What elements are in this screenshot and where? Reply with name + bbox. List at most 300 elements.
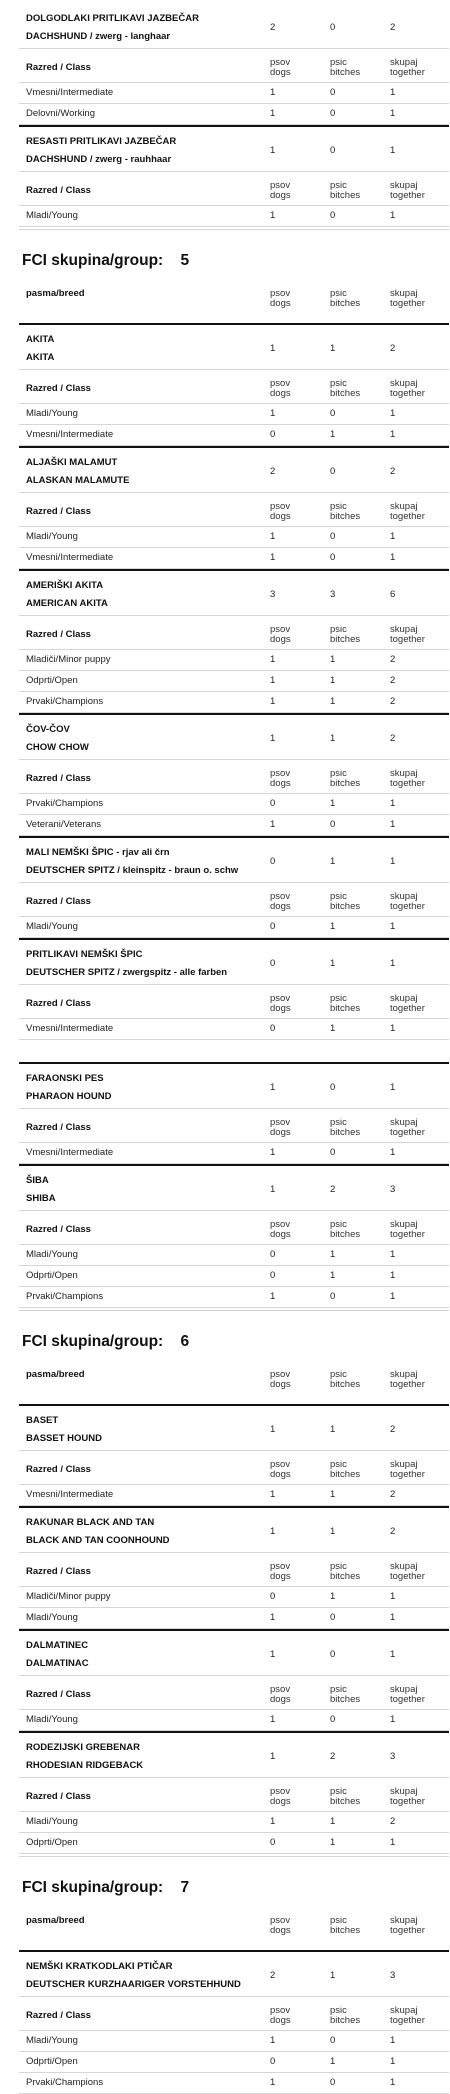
column-header-together: skupaj together xyxy=(390,1561,425,1582)
column-header-bitches: psic bitches xyxy=(330,1369,361,1390)
row-separator xyxy=(19,1210,449,1211)
class-row-bitches-count: 1 xyxy=(330,2056,336,2067)
row-separator xyxy=(19,1484,449,1485)
class-row-dogs-count: 1 xyxy=(270,1147,276,1158)
breed-total-dogs-count: 2 xyxy=(270,466,276,477)
class-row-bitches-count: 1 xyxy=(330,654,336,665)
section-divider xyxy=(19,323,449,325)
breed-total-together-count: 2 xyxy=(390,343,396,354)
breed-total-dogs-count: 2 xyxy=(270,22,276,33)
class-row-dogs-count: 1 xyxy=(270,2035,276,2046)
section-divider xyxy=(19,125,449,127)
class-row-bitches-count: 0 xyxy=(330,819,336,830)
breed-name-english: ALASKAN MALAMUTE xyxy=(26,475,130,486)
breed-total-together-count: 6 xyxy=(390,589,396,600)
breed-total-bitches-count: 1 xyxy=(330,733,336,744)
class-row-together-count: 1 xyxy=(390,2035,396,2046)
class-row-label: Mladi/Young xyxy=(26,1816,78,1827)
class-row-label: Mladiči/Minor puppy xyxy=(26,1591,111,1602)
class-row-label: Odprti/Open xyxy=(26,2056,78,2067)
class-row-label: Prvaki/Champions xyxy=(26,798,104,809)
breed-total-together-count: 3 xyxy=(390,1184,396,1195)
class-row-together-count: 1 xyxy=(390,1023,396,1034)
class-row-dogs-count: 0 xyxy=(270,429,276,440)
breed-column-header: pasma/breed xyxy=(26,1369,85,1380)
class-row-dogs-count: 1 xyxy=(270,1714,276,1725)
column-header-bitches: psic bitches xyxy=(330,768,361,789)
breed-name-english: AKITA xyxy=(26,352,55,363)
section-divider xyxy=(19,938,449,940)
breed-name-english: DEUTSCHER SPITZ / kleinspitz - braun o. schw xyxy=(26,865,239,876)
class-row-label: Odprti/Open xyxy=(26,1270,78,1281)
class-row-bitches-count: 1 xyxy=(330,921,336,932)
class-row-together-count: 2 xyxy=(390,1816,396,1827)
row-separator xyxy=(19,670,449,671)
class-row-dogs-count: 1 xyxy=(270,210,276,221)
class-row-bitches-count: 1 xyxy=(330,675,336,686)
class-row-dogs-count: 1 xyxy=(270,108,276,119)
breed-total-bitches-count: 1 xyxy=(330,1424,336,1435)
breed-total-dogs-count: 1 xyxy=(270,1526,276,1537)
column-header-dogs: psov dogs xyxy=(270,2005,291,2026)
class-row-dogs-count: 1 xyxy=(270,2077,276,2088)
breed-name-local: ČOV-ČOV xyxy=(26,724,70,735)
row-separator xyxy=(19,916,449,917)
class-row-dogs-count: 1 xyxy=(270,408,276,419)
class-row-together-count: 2 xyxy=(390,675,396,686)
breed-name-english: DACHSHUND / zwerg - rauhhaar xyxy=(26,154,172,165)
class-row-dogs-count: 1 xyxy=(270,696,276,707)
class-row-together-count: 1 xyxy=(390,552,396,563)
row-separator xyxy=(19,1142,449,1143)
class-row-bitches-count: 0 xyxy=(330,87,336,98)
row-separator xyxy=(19,691,449,692)
group-heading: FCI skupina/group: 7 xyxy=(22,1879,190,1896)
row-separator xyxy=(19,615,449,616)
section-divider xyxy=(19,446,449,448)
breed-name-english: AMERICAN AKITA xyxy=(26,598,108,609)
class-header-label: Razred / Class xyxy=(26,383,91,394)
column-header-bitches: psic bitches xyxy=(330,180,361,201)
breed-total-bitches-count: 0 xyxy=(330,1649,336,1660)
class-row-label: Mladi/Young xyxy=(26,2035,78,2046)
breed-total-bitches-count: 2 xyxy=(330,1184,336,1195)
breed-name-english: DACHSHUND / zwerg - langhaar xyxy=(26,31,171,42)
class-row-label: Veterani/Veterans xyxy=(26,819,101,830)
class-row-dogs-count: 1 xyxy=(270,1612,276,1623)
breed-name-local: BASET xyxy=(26,1415,59,1426)
class-row-together-count: 1 xyxy=(390,2056,396,2067)
breed-total-dogs-count: 1 xyxy=(270,343,276,354)
column-header-together: skupaj together xyxy=(390,1684,425,1705)
column-header-dogs: psov dogs xyxy=(270,501,291,522)
column-header-dogs: psov dogs xyxy=(270,1786,291,1807)
breed-total-dogs-count: 2 xyxy=(270,1970,276,1981)
breed-name-local: ALJAŠKI MALAMUT xyxy=(26,457,118,468)
class-row-bitches-count: 1 xyxy=(330,429,336,440)
row-separator xyxy=(19,882,449,883)
class-row-dogs-count: 0 xyxy=(270,1270,276,1281)
class-row-bitches-count: 0 xyxy=(330,1612,336,1623)
class-row-dogs-count: 0 xyxy=(270,1837,276,1848)
class-row-bitches-count: 1 xyxy=(330,1489,336,1500)
class-row-label: Mladi/Young xyxy=(26,1714,78,1725)
row-separator xyxy=(19,649,449,650)
column-header-bitches: psic bitches xyxy=(330,1561,361,1582)
class-row-dogs-count: 0 xyxy=(270,2056,276,2067)
class-row-bitches-count: 1 xyxy=(330,1816,336,1827)
row-separator xyxy=(19,205,449,206)
breed-name-local: MALI NEMŠKI ŠPIC - rjav ali črn xyxy=(26,847,170,858)
breed-name-english: SHIBA xyxy=(26,1193,56,1204)
breed-total-bitches-count: 1 xyxy=(330,1970,336,1981)
breed-total-together-count: 3 xyxy=(390,1751,396,1762)
column-header-dogs: psov dogs xyxy=(270,57,291,78)
class-row-bitches-count: 1 xyxy=(330,1249,336,1260)
class-row-label: Vmesni/Intermediate xyxy=(26,552,114,563)
row-separator xyxy=(19,1307,449,1308)
class-row-dogs-count: 1 xyxy=(270,819,276,830)
breed-name-english: DEUTSCHER KURZHAARIGER VORSTEHHUND xyxy=(26,1979,241,1990)
class-row-together-count: 1 xyxy=(390,921,396,932)
column-header-bitches: psic bitches xyxy=(330,1915,361,1936)
column-header-bitches: psic bitches xyxy=(330,378,361,399)
breed-name-local: NEMŠKI KRATKODLAKI PTIČAR xyxy=(26,1961,173,1972)
row-separator xyxy=(19,48,449,49)
breed-name-local: DOLGODLAKI PRITLIKAVI JAZBEČAR xyxy=(26,13,199,24)
section-divider xyxy=(19,1062,449,1064)
class-row-label: Odprti/Open xyxy=(26,1837,78,1848)
breed-total-together-count: 2 xyxy=(390,22,396,33)
class-row-label: Mladi/Young xyxy=(26,531,78,542)
class-row-dogs-count: 1 xyxy=(270,675,276,686)
column-header-bitches: psic bitches xyxy=(330,501,361,522)
breed-name-english: DEUTSCHER SPITZ / zwergspitz - alle farben xyxy=(26,967,228,978)
class-row-together-count: 1 xyxy=(390,408,396,419)
column-header-together: skupaj together xyxy=(390,768,425,789)
class-row-label: Mladi/Young xyxy=(26,1249,78,1260)
section-divider xyxy=(19,1950,449,1952)
class-row-dogs-count: 0 xyxy=(270,798,276,809)
class-header-label: Razred / Class xyxy=(26,629,91,640)
class-row-label: Vmesni/Intermediate xyxy=(26,1147,114,1158)
class-row-together-count: 1 xyxy=(390,531,396,542)
class-row-together-count: 1 xyxy=(390,1291,396,1302)
class-row-bitches-count: 1 xyxy=(330,1270,336,1281)
class-row-label: Odprti/Open xyxy=(26,675,78,686)
breed-total-together-count: 2 xyxy=(390,466,396,477)
class-row-bitches-count: 0 xyxy=(330,108,336,119)
row-separator xyxy=(19,1996,449,1997)
breed-column-header: pasma/breed xyxy=(26,288,85,299)
class-row-bitches-count: 0 xyxy=(330,1291,336,1302)
breed-total-bitches-count: 1 xyxy=(330,958,336,969)
class-row-dogs-count: 1 xyxy=(270,654,276,665)
row-separator xyxy=(19,171,449,172)
breed-total-dogs-count: 1 xyxy=(270,733,276,744)
class-row-bitches-count: 1 xyxy=(330,696,336,707)
class-row-bitches-count: 0 xyxy=(330,1714,336,1725)
class-row-bitches-count: 0 xyxy=(330,2035,336,2046)
row-separator xyxy=(19,403,449,404)
breed-total-dogs-count: 1 xyxy=(270,1082,276,1093)
breed-total-dogs-count: 1 xyxy=(270,1424,276,1435)
class-row-together-count: 1 xyxy=(390,1270,396,1281)
column-header-together: skupaj together xyxy=(390,624,425,645)
class-header-label: Razred / Class xyxy=(26,1122,91,1133)
breed-name-english: DALMATINAC xyxy=(26,1658,89,1669)
section-divider xyxy=(19,1164,449,1166)
class-row-together-count: 1 xyxy=(390,1612,396,1623)
breed-name-local: RODEZIJSKI GREBENAR xyxy=(26,1742,141,1753)
class-header-label: Razred / Class xyxy=(26,1689,91,1700)
class-header-label: Razred / Class xyxy=(26,1464,91,1475)
row-separator xyxy=(19,369,449,370)
class-header-label: Razred / Class xyxy=(26,2010,91,2021)
class-row-bitches-count: 1 xyxy=(330,1023,336,1034)
row-separator xyxy=(19,2072,449,2073)
column-header-bitches: psic bitches xyxy=(330,57,361,78)
class-header-label: Razred / Class xyxy=(26,506,91,517)
class-row-together-count: 1 xyxy=(390,1837,396,1848)
row-separator xyxy=(19,1675,449,1676)
class-row-dogs-count: 1 xyxy=(270,552,276,563)
row-separator xyxy=(19,1265,449,1266)
column-header-dogs: psov dogs xyxy=(270,1459,291,1480)
class-row-together-count: 1 xyxy=(390,2077,396,2088)
column-header-dogs: psov dogs xyxy=(270,1561,291,1582)
class-row-label: Delovni/Working xyxy=(26,108,95,119)
class-row-bitches-count: 0 xyxy=(330,210,336,221)
group-heading: FCI skupina/group: 6 xyxy=(22,1333,190,1350)
breed-total-together-count: 1 xyxy=(390,1649,396,1660)
row-separator xyxy=(19,424,449,425)
row-separator xyxy=(19,526,449,527)
class-row-dogs-count: 0 xyxy=(270,1023,276,1034)
class-row-together-count: 2 xyxy=(390,696,396,707)
row-separator xyxy=(19,1450,449,1451)
breed-total-together-count: 2 xyxy=(390,733,396,744)
row-separator xyxy=(19,1811,449,1812)
column-header-together: skupaj together xyxy=(390,501,425,522)
breed-name-local: AKITA xyxy=(26,334,55,345)
column-header-dogs: psov dogs xyxy=(270,180,291,201)
row-separator xyxy=(19,1552,449,1553)
class-row-label: Prvaki/Champions xyxy=(26,1291,104,1302)
class-row-together-count: 1 xyxy=(390,1714,396,1725)
class-row-bitches-count: 0 xyxy=(330,408,336,419)
row-separator xyxy=(19,1607,449,1608)
breed-total-bitches-count: 1 xyxy=(330,343,336,354)
column-header-bitches: psic bitches xyxy=(330,288,361,309)
breed-total-dogs-count: 0 xyxy=(270,856,276,867)
breed-total-together-count: 3 xyxy=(390,1970,396,1981)
breed-name-english: CHOW CHOW xyxy=(26,742,89,753)
column-header-bitches: psic bitches xyxy=(330,993,361,1014)
breed-name-local: DALMATINEC xyxy=(26,1640,89,1651)
breed-name-local: RAKUNAR BLACK AND TAN xyxy=(26,1517,155,1528)
group-heading: FCI skupina/group: 5 xyxy=(22,252,190,269)
class-row-dogs-count: 1 xyxy=(270,87,276,98)
class-row-together-count: 1 xyxy=(390,1147,396,1158)
breed-total-bitches-count: 3 xyxy=(330,589,336,600)
breed-total-together-count: 2 xyxy=(390,1424,396,1435)
class-row-dogs-count: 0 xyxy=(270,921,276,932)
class-row-together-count: 1 xyxy=(390,210,396,221)
class-row-together-count: 2 xyxy=(390,1489,396,1500)
column-header-bitches: psic bitches xyxy=(330,1459,361,1480)
column-header-dogs: psov dogs xyxy=(270,891,291,912)
row-separator xyxy=(19,1286,449,1287)
row-separator xyxy=(19,1108,449,1109)
column-header-dogs: psov dogs xyxy=(270,1369,291,1390)
class-row-dogs-count: 1 xyxy=(270,1489,276,1500)
class-row-label: Vmesni/Intermediate xyxy=(26,87,114,98)
breed-total-dogs-count: 3 xyxy=(270,589,276,600)
section-divider xyxy=(19,1404,449,1406)
breed-total-dogs-count: 1 xyxy=(270,1184,276,1195)
row-separator xyxy=(19,229,449,230)
class-row-label: Mladi/Young xyxy=(26,921,78,932)
class-row-label: Mladi/Young xyxy=(26,210,78,221)
column-header-together: skupaj together xyxy=(390,1915,425,1936)
column-header-bitches: psic bitches xyxy=(330,624,361,645)
breed-total-together-count: 1 xyxy=(390,958,396,969)
breed-total-dogs-count: 1 xyxy=(270,145,276,156)
class-row-bitches-count: 0 xyxy=(330,2077,336,2088)
class-row-together-count: 1 xyxy=(390,819,396,830)
breed-total-bitches-count: 0 xyxy=(330,1082,336,1093)
class-header-label: Razred / Class xyxy=(26,1566,91,1577)
row-separator xyxy=(19,82,449,83)
row-separator xyxy=(19,1856,449,1857)
class-row-together-count: 1 xyxy=(390,429,396,440)
class-row-label: Mladi/Young xyxy=(26,1612,78,1623)
class-row-bitches-count: 1 xyxy=(330,1591,336,1602)
row-separator xyxy=(19,1310,449,1311)
class-row-dogs-count: 1 xyxy=(270,1816,276,1827)
column-header-together: skupaj together xyxy=(390,1786,425,1807)
column-header-together: skupaj together xyxy=(390,1219,425,1240)
breed-name-local: ŠIBA xyxy=(26,1175,49,1186)
breed-total-bitches-count: 1 xyxy=(330,856,336,867)
row-separator xyxy=(19,1709,449,1710)
row-separator xyxy=(19,984,449,985)
section-divider xyxy=(19,1731,449,1733)
column-header-bitches: psic bitches xyxy=(330,1684,361,1705)
column-header-together: skupaj together xyxy=(390,1117,425,1138)
column-header-dogs: psov dogs xyxy=(270,1117,291,1138)
class-row-together-count: 1 xyxy=(390,798,396,809)
column-header-together: skupaj together xyxy=(390,288,425,309)
breed-total-bitches-count: 0 xyxy=(330,466,336,477)
row-separator xyxy=(19,1586,449,1587)
column-header-dogs: psov dogs xyxy=(270,993,291,1014)
row-separator xyxy=(19,547,449,548)
class-row-bitches-count: 0 xyxy=(330,1147,336,1158)
breed-total-dogs-count: 1 xyxy=(270,1751,276,1762)
column-header-bitches: psic bitches xyxy=(330,1219,361,1240)
column-header-together: skupaj together xyxy=(390,891,425,912)
column-header-together: skupaj together xyxy=(390,2005,425,2026)
class-row-dogs-count: 1 xyxy=(270,531,276,542)
breed-total-dogs-count: 1 xyxy=(270,1649,276,1660)
class-header-label: Razred / Class xyxy=(26,1791,91,1802)
column-header-bitches: psic bitches xyxy=(330,2005,361,2026)
breed-total-bitches-count: 2 xyxy=(330,1751,336,1762)
row-separator xyxy=(19,2051,449,2052)
class-row-dogs-count: 0 xyxy=(270,1591,276,1602)
breed-total-together-count: 1 xyxy=(390,1082,396,1093)
row-separator xyxy=(19,226,449,227)
row-separator xyxy=(19,759,449,760)
class-row-together-count: 1 xyxy=(390,1591,396,1602)
breed-total-bitches-count: 0 xyxy=(330,22,336,33)
class-row-bitches-count: 0 xyxy=(330,552,336,563)
breed-column-header: pasma/breed xyxy=(26,1915,85,1926)
column-header-together: skupaj together xyxy=(390,57,425,78)
class-header-label: Razred / Class xyxy=(26,998,91,1009)
breed-name-local: PRITLIKAVI NEMŠKI ŠPIC xyxy=(26,949,143,960)
class-header-label: Razred / Class xyxy=(26,62,91,73)
row-separator xyxy=(19,1832,449,1833)
class-row-bitches-count: 0 xyxy=(330,531,336,542)
column-header-together: skupaj together xyxy=(390,180,425,201)
section-divider xyxy=(19,569,449,571)
class-row-dogs-count: 1 xyxy=(270,1291,276,1302)
class-row-together-count: 2 xyxy=(390,654,396,665)
column-header-dogs: psov dogs xyxy=(270,1915,291,1936)
class-header-label: Razred / Class xyxy=(26,1224,91,1235)
row-separator xyxy=(19,1777,449,1778)
column-header-bitches: psic bitches xyxy=(330,1117,361,1138)
column-header-bitches: psic bitches xyxy=(330,891,361,912)
breed-total-together-count: 1 xyxy=(390,145,396,156)
breed-total-together-count: 2 xyxy=(390,1526,396,1537)
class-row-together-count: 1 xyxy=(390,87,396,98)
class-header-label: Razred / Class xyxy=(26,185,91,196)
column-header-dogs: psov dogs xyxy=(270,1219,291,1240)
class-row-label: Prvaki/Champions xyxy=(26,696,104,707)
row-separator xyxy=(19,1018,449,1019)
column-header-dogs: psov dogs xyxy=(270,768,291,789)
row-separator xyxy=(19,793,449,794)
class-row-label: Vmesni/Intermediate xyxy=(26,1023,114,1034)
class-row-together-count: 1 xyxy=(390,108,396,119)
section-divider xyxy=(19,836,449,838)
section-divider xyxy=(19,1629,449,1631)
section-divider xyxy=(19,713,449,715)
breed-name-english: PHARAON HOUND xyxy=(26,1091,112,1102)
column-header-dogs: psov dogs xyxy=(270,624,291,645)
class-row-bitches-count: 1 xyxy=(330,798,336,809)
column-header-together: skupaj together xyxy=(390,1459,425,1480)
column-header-dogs: psov dogs xyxy=(270,1684,291,1705)
class-row-label: Vmesni/Intermediate xyxy=(26,429,114,440)
class-row-dogs-count: 0 xyxy=(270,1249,276,1260)
breed-total-dogs-count: 0 xyxy=(270,958,276,969)
row-separator xyxy=(19,103,449,104)
breed-total-bitches-count: 0 xyxy=(330,145,336,156)
column-header-together: skupaj together xyxy=(390,993,425,1014)
breed-total-bitches-count: 1 xyxy=(330,1526,336,1537)
row-separator xyxy=(19,1039,449,1040)
breed-name-english: RHODESIAN RIDGEBACK xyxy=(26,1760,144,1771)
class-row-bitches-count: 1 xyxy=(330,1837,336,1848)
row-separator xyxy=(19,1244,449,1245)
class-header-label: Razred / Class xyxy=(26,896,91,907)
class-row-label: Mladi/Young xyxy=(26,408,78,419)
